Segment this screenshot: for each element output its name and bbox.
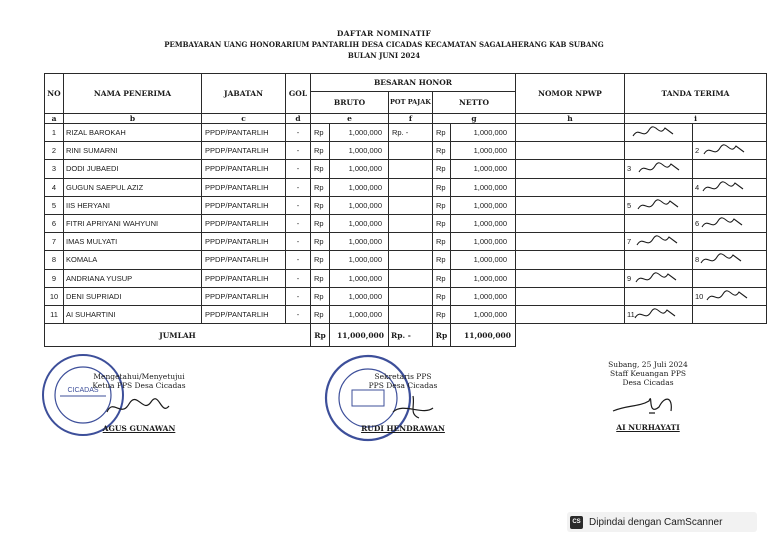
pajak-cell — [389, 160, 433, 178]
index-row — [45, 114, 767, 124]
no-cell: 2 — [45, 142, 64, 160]
rp-netto-cell: Rp — [433, 305, 451, 323]
no-cell: 4 — [45, 178, 64, 196]
signature-scribble — [625, 270, 691, 287]
table-row — [45, 178, 767, 196]
netto-cell: 1,000,000 — [451, 287, 516, 305]
bruto-cell: 1,000,000 — [330, 269, 389, 287]
bruto-cell: 1,000,000 — [330, 251, 389, 269]
nominative-table — [44, 73, 767, 347]
signature-ai — [603, 387, 693, 421]
jabatan-cell: PPDP/PANTARLIH — [202, 160, 286, 178]
rp-bruto-cell: Rp — [311, 196, 330, 214]
rp-bruto-cell: Rp — [311, 214, 330, 232]
finance-line1: Staff Keuangan PPS — [609, 369, 687, 378]
signature-number: 9 — [627, 273, 632, 283]
name-cell: AI SUHARTINI — [64, 305, 202, 323]
netto-cell: 1,000,000 — [451, 214, 516, 232]
rp-bruto-cell: Rp — [311, 142, 330, 160]
jabatan-cell: PPDP/PANTARLIH — [202, 124, 286, 142]
signature-cell-right — [693, 233, 767, 251]
no-cell: 1 — [45, 124, 64, 142]
secretary-line2: PPS Desa Cicadas — [368, 381, 438, 390]
rp-netto-cell: Rp — [433, 214, 451, 232]
name-cell: ANDRIANA YUSUP — [64, 269, 202, 287]
npwp-cell — [516, 233, 625, 251]
signature-number: 3 — [627, 164, 632, 174]
pajak-cell — [389, 178, 433, 196]
jabatan-cell: PPDP/PANTARLIH — [202, 214, 286, 232]
col-pot-pajak: POT PAJAK — [389, 92, 433, 114]
jabatan-cell: PPDP/PANTARLIH — [202, 142, 286, 160]
jabatan-cell: PPDP/PANTARLIH — [202, 233, 286, 251]
signature-cell-right — [693, 178, 767, 196]
doc-subtitle: PEMBAYARAN UANG HONORARIUM PANTARLIH DESA CICADAS KECAMATAN SAGALAHERANG KAB SUBANG — [164, 40, 604, 49]
secretary-name: RUDI HENDRAWAN — [361, 424, 445, 433]
signature-cell-left — [625, 269, 693, 287]
bruto-cell: 1,000,000 — [330, 178, 389, 196]
netto-cell: 1,000,000 — [451, 160, 516, 178]
bruto-cell: 1,000,000 — [330, 160, 389, 178]
npwp-cell — [516, 178, 625, 196]
rp-bruto-cell: Rp — [311, 124, 330, 142]
signature-agus — [99, 392, 179, 422]
jabatan-cell: PPDP/PANTARLIH — [202, 251, 286, 269]
signature-cell-right — [693, 251, 767, 269]
rp-netto-cell: Rp — [433, 196, 451, 214]
table-row — [45, 269, 767, 287]
netto-cell: 1,000,000 — [451, 124, 516, 142]
table-row — [45, 124, 767, 142]
bruto-cell: 1,000,000 — [330, 124, 389, 142]
total-bruto: 11,000,000 — [330, 324, 389, 347]
table-row — [45, 251, 767, 269]
signature-number: 8 — [695, 255, 700, 265]
total-rp-bruto: Rp — [311, 324, 330, 347]
no-cell: 8 — [45, 251, 64, 269]
npwp-cell — [516, 196, 625, 214]
gol-cell: - — [286, 269, 311, 287]
index-cell: e — [311, 114, 389, 124]
gol-cell: - — [286, 178, 311, 196]
signature-number: 6 — [695, 218, 700, 228]
jabatan-cell: PPDP/PANTARLIH — [202, 269, 286, 287]
gol-cell: - — [286, 142, 311, 160]
index-cell: d — [286, 114, 311, 124]
signature-cell-left — [625, 233, 693, 251]
total-rp-netto: Rp — [433, 324, 451, 347]
table-row — [45, 160, 767, 178]
gol-cell: - — [286, 196, 311, 214]
table-row — [45, 196, 767, 214]
npwp-cell — [516, 214, 625, 232]
pajak-cell — [389, 251, 433, 269]
index-cell: f — [389, 114, 433, 124]
name-cell: KOMALA — [64, 251, 202, 269]
col-netto: NETTO — [433, 92, 516, 114]
signature-cell-left — [625, 178, 693, 196]
signature-cell-right — [693, 214, 767, 232]
signature-cell-right — [693, 269, 767, 287]
netto-cell: 1,000,000 — [451, 196, 516, 214]
rp-bruto-cell: Rp — [311, 233, 330, 251]
table-row — [45, 287, 767, 305]
camscanner-text: Dipindai dengan CamScanner — [589, 516, 723, 528]
signature-number: 7 — [627, 237, 632, 247]
npwp-cell — [516, 142, 625, 160]
total-label: JUMLAH — [45, 324, 311, 347]
doc-title: DAFTAR NOMINATIF — [336, 29, 432, 38]
no-cell: 10 — [45, 287, 64, 305]
rp-netto-cell: Rp — [433, 233, 451, 251]
rp-netto-cell: Rp — [433, 178, 451, 196]
table-row — [45, 305, 767, 323]
pajak-cell — [389, 142, 433, 160]
col-tanda: TANDA TERIMA — [625, 74, 767, 114]
pajak-cell — [389, 233, 433, 251]
name-cell: RINI SUMARNI — [64, 142, 202, 160]
finance-date: Subang, 25 Juli 2024 — [608, 360, 688, 369]
name-cell: IIS HERYANI — [64, 196, 202, 214]
signature-scribble — [625, 124, 691, 141]
finance-block — [588, 360, 708, 432]
signature-rudi — [363, 392, 443, 422]
name-cell: IMAS MULYATI — [64, 233, 202, 251]
table-row — [45, 233, 767, 251]
col-npwp: NOMOR NPWP — [516, 74, 625, 114]
jabatan-cell: PPDP/PANTARLIH — [202, 305, 286, 323]
pajak-cell — [389, 196, 433, 214]
index-cell: b — [64, 114, 202, 124]
signature-cell-right — [693, 305, 767, 323]
gol-cell: - — [286, 160, 311, 178]
camscanner-icon: CS — [570, 516, 583, 529]
netto-cell: 1,000,000 — [451, 305, 516, 323]
table-row — [45, 142, 767, 160]
signature-scribble — [693, 179, 759, 196]
signature-cell-right — [693, 124, 767, 142]
index-cell: i — [625, 114, 767, 124]
approval-line1: Mengetahui/Menyetujui — [93, 372, 185, 381]
col-jabatan: JABATAN — [202, 74, 286, 114]
signature-scribble — [693, 288, 759, 305]
signature-scribble — [693, 142, 759, 159]
index-cell: g — [433, 114, 516, 124]
camscanner-badge — [567, 512, 757, 532]
rp-netto-cell: Rp — [433, 287, 451, 305]
secretary-line1: Sekretaris PPS — [374, 372, 432, 381]
signature-number: 11 — [627, 309, 635, 319]
name-cell: DODI JUBAEDI — [64, 160, 202, 178]
gol-cell: - — [286, 214, 311, 232]
netto-cell: 1,000,000 — [451, 142, 516, 160]
finance-name: AI NURHAYATI — [616, 423, 680, 432]
rp-bruto-cell: Rp — [311, 178, 330, 196]
rp-netto-cell: Rp — [433, 160, 451, 178]
total-row — [45, 324, 767, 347]
rp-netto-cell: Rp — [433, 142, 451, 160]
signature-scribble — [625, 197, 691, 214]
jabatan-cell: PPDP/PANTARLIH — [202, 287, 286, 305]
signature-cell-right — [693, 142, 767, 160]
signature-cell-left — [625, 287, 693, 305]
no-cell: 7 — [45, 233, 64, 251]
netto-cell: 1,000,000 — [451, 251, 516, 269]
signature-cell-right — [693, 160, 767, 178]
signature-scribble — [625, 306, 691, 323]
gol-cell: - — [286, 233, 311, 251]
pajak-cell — [389, 214, 433, 232]
npwp-cell — [516, 305, 625, 323]
signature-cell-left — [625, 124, 693, 142]
signature-cell-left — [625, 196, 693, 214]
rp-bruto-cell: Rp — [311, 287, 330, 305]
signature-cell-right — [693, 287, 767, 305]
name-cell: DENI SUPRIADI — [64, 287, 202, 305]
index-cell: c — [202, 114, 286, 124]
netto-cell: 1,000,000 — [451, 178, 516, 196]
no-cell: 9 — [45, 269, 64, 287]
rp-netto-cell: Rp — [433, 251, 451, 269]
jabatan-cell: PPDP/PANTARLIH — [202, 178, 286, 196]
table-row — [45, 214, 767, 232]
signature-scribble — [693, 215, 759, 232]
total-netto: 11,000,000 — [451, 324, 516, 347]
pajak-cell — [389, 287, 433, 305]
finance-line2: Desa Cicadas — [622, 378, 674, 387]
gol-cell: - — [286, 124, 311, 142]
signature-number: 10 — [695, 291, 704, 301]
bruto-cell: 1,000,000 — [330, 196, 389, 214]
signature-cell-left — [625, 142, 693, 160]
total-empty — [516, 324, 625, 347]
rp-netto-cell: Rp — [433, 124, 451, 142]
col-bruto: BRUTO — [311, 92, 389, 114]
index-cell: a — [45, 114, 64, 124]
pajak-cell: Rp. - — [389, 124, 433, 142]
signature-scribble — [693, 251, 759, 268]
signature-cell-left — [625, 251, 693, 269]
gol-cell: - — [286, 251, 311, 269]
name-cell: GUGUN SAEPUL AZIZ — [64, 178, 202, 196]
approval-line2: Ketua PPS Desa Cicadas — [92, 381, 186, 390]
signature-number: 4 — [695, 182, 700, 192]
netto-cell: 1,000,000 — [451, 269, 516, 287]
no-cell: 6 — [45, 214, 64, 232]
approval-block — [84, 372, 194, 433]
secretary-block — [348, 372, 458, 433]
rp-netto-cell: Rp — [433, 269, 451, 287]
rp-bruto-cell: Rp — [311, 251, 330, 269]
signature-scribble — [625, 160, 691, 177]
signature-cell-left — [625, 305, 693, 323]
pajak-cell — [389, 269, 433, 287]
signature-cell-right — [693, 196, 767, 214]
col-no: NO — [45, 74, 64, 114]
rp-bruto-cell: Rp — [311, 305, 330, 323]
bruto-cell: 1,000,000 — [330, 233, 389, 251]
gol-cell: - — [286, 305, 311, 323]
approval-name: AGUS GUNAWAN — [102, 424, 176, 433]
signature-number: 2 — [695, 146, 700, 156]
bruto-cell: 1,000,000 — [330, 305, 389, 323]
npwp-cell — [516, 269, 625, 287]
col-nama: NAMA PENERIMA — [64, 74, 202, 114]
signature-number: 5 — [627, 200, 632, 210]
index-cell: h — [516, 114, 625, 124]
signature-scribble — [625, 233, 691, 250]
rp-bruto-cell: Rp — [311, 269, 330, 287]
name-cell: FITRI APRIYANI WAHYUNI — [64, 214, 202, 232]
col-gol: GOL — [286, 74, 311, 114]
doc-period: BULAN JUNI 2024 — [347, 51, 421, 60]
col-besaran: BESARAN HONOR — [311, 74, 516, 92]
rp-bruto-cell: Rp — [311, 160, 330, 178]
no-cell: 5 — [45, 196, 64, 214]
npwp-cell — [516, 160, 625, 178]
jabatan-cell: PPDP/PANTARLIH — [202, 196, 286, 214]
bruto-cell: 1,000,000 — [330, 287, 389, 305]
no-cell: 3 — [45, 160, 64, 178]
gol-cell: - — [286, 287, 311, 305]
npwp-cell — [516, 287, 625, 305]
pajak-cell — [389, 305, 433, 323]
name-cell: RIZAL BAROKAH — [64, 124, 202, 142]
no-cell: 11 — [45, 305, 64, 323]
total-empty — [625, 324, 767, 347]
netto-cell: 1,000,000 — [451, 233, 516, 251]
bruto-cell: 1,000,000 — [330, 142, 389, 160]
total-pajak: Rp. - — [389, 324, 433, 347]
stamp-left-text: CICADAS — [67, 387, 99, 394]
bruto-cell: 1,000,000 — [330, 214, 389, 232]
signature-cell-left — [625, 160, 693, 178]
npwp-cell — [516, 124, 625, 142]
signature-cell-left — [625, 214, 693, 232]
npwp-cell — [516, 251, 625, 269]
